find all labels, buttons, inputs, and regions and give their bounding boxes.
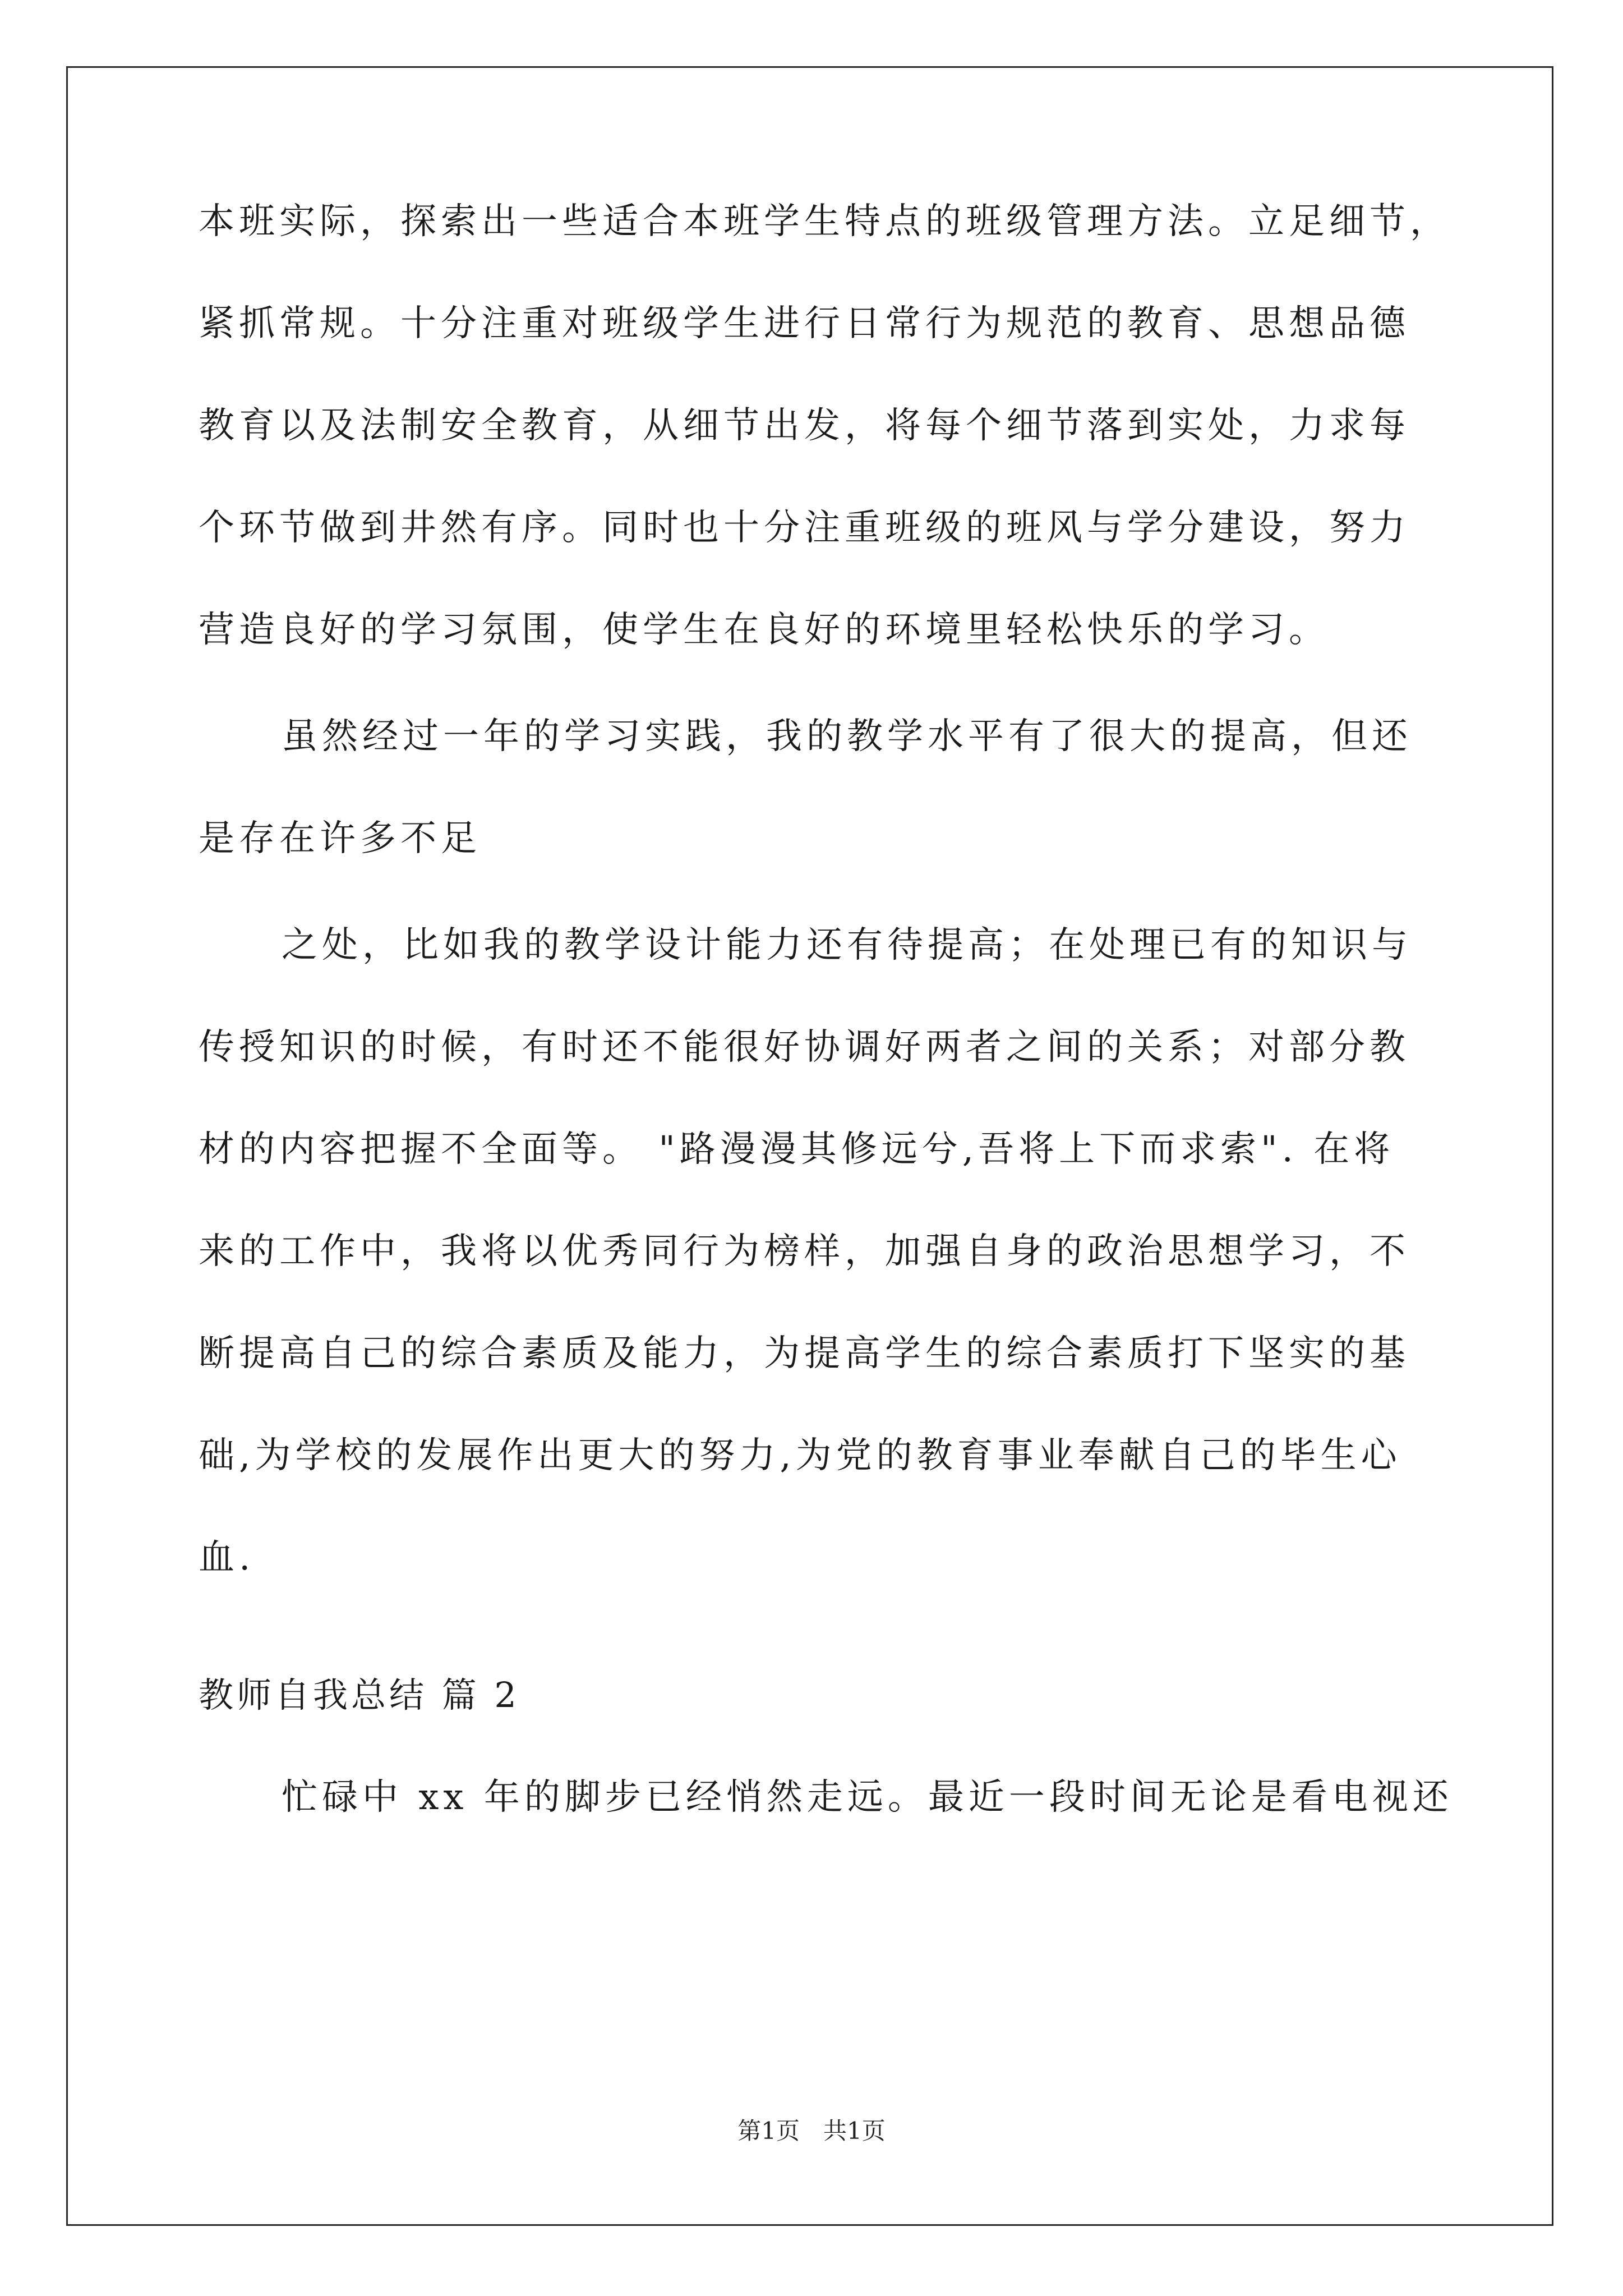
body-text-line: 是存在许多不足 (199, 818, 481, 859)
body-text-line: 材的内容把握不全面等。 "路漫漫其修远兮,吾将上下而求索". 在将 (199, 1129, 1395, 1170)
page-number-footer: 第1页 共1页 (737, 2117, 886, 2145)
body-text-line: 个环节做到井然有序。同时也十分注重班级的班风与学分建设，努力 (199, 507, 1410, 549)
body-text-line: 血. (199, 1537, 255, 1579)
body-text-line: 忙碌中 xx 年的脚步已经悄然走远。最近一段时间无论是看电视还 (282, 1777, 1453, 1818)
body-text-line: 之处，比如我的教学设计能力还有待提高；在处理已有的知识与 (282, 924, 1412, 966)
body-text-line: 教育以及法制安全教育，从细节出发，将每个细节落到实处，力求每 (199, 405, 1410, 447)
body-text-line: 传授知识的时候，有时还不能很好协调好两者之间的关系；对部分教 (199, 1027, 1410, 1068)
body-text-line: 虽然经过一年的学习实践，我的教学水平有了很大的提高，但还 (282, 716, 1412, 757)
body-text-line: 来的工作中，我将以优秀同行为榜样，加强自身的政治思想学习，不 (199, 1231, 1410, 1272)
body-text-line: 断提高自己的综合素质及能力，为提高学生的综合素质打下坚实的基 (199, 1333, 1410, 1374)
body-text-line: 础,为学校的发展作出更大的努力,为党的教育事业奉献自己的毕生心 (199, 1435, 1401, 1476)
section-heading: 教师自我总结 篇 2 (199, 1674, 520, 1715)
body-text-line: 本班实际，探索出一些适合本班学生特点的班级管理方法。立足细节， (199, 201, 1450, 242)
body-text-line: 紧抓常规。十分注重对班级学生进行日常行为规范的教育、思想品德 (199, 303, 1410, 344)
body-text-line: 营造良好的学习氛围，使学生在良好的环境里轻松快乐的学习。 (199, 609, 1329, 651)
